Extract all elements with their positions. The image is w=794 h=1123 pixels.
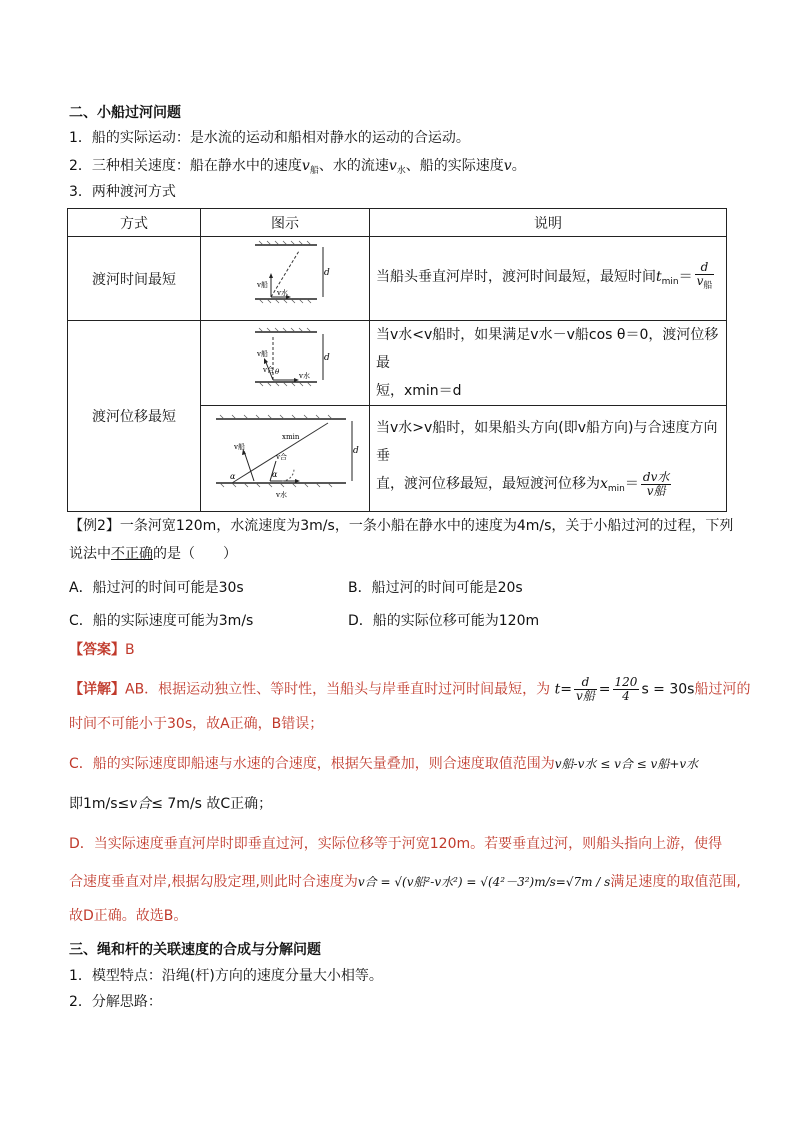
shortest-displacement-diagram-a: [235, 326, 335, 396]
fig3-alpha: α: [230, 471, 236, 481]
fig3-vboat: v船: [234, 442, 245, 451]
detail-p3-line3: 故D正确。故选B。: [69, 908, 188, 924]
section3-item2: 2．分解思路：: [69, 994, 162, 1010]
fig3-d: d: [353, 445, 359, 456]
fig2-d: d: [324, 353, 330, 363]
detail-p2: C．船的实际速度即船速与水速的合速度，根据矢量叠加，则合速度取值范围为v船-v水 ≤ v合 ≤ v船+v水: [69, 756, 699, 772]
row2a-desc: 当v水<v船时，如果满足v水－v船cos θ＝0，渡河位移最 短，xmin＝d: [370, 321, 727, 406]
detail-p3-line1: D．当实际速度垂直河岸时即垂直过河，实际位移等于河宽120m。若要垂直过河，则船头指向上游，使得: [69, 836, 723, 852]
option-b: B．船过河的时间可能是20s: [348, 580, 523, 596]
detail-p1-line2: 时间不可能小于30s，故A正确，B错误；: [69, 716, 324, 732]
table-header-desc: 说明: [370, 209, 727, 237]
fig2-vboat: v船: [257, 350, 268, 358]
fig3-vwater: v水: [276, 490, 287, 499]
option-a: A．船过河的时间可能是30s: [69, 580, 244, 596]
section3-item1: 1．模型特点：沿绳(杆)方向的速度分量大小相等。: [69, 968, 383, 984]
detail-p1: 【详解】AB．根据运动独立性、等时性，当船头与岸垂直时过河时间最短，为 t= $\frac{d}{\text{v船}}$ = $\frac{120}{4}$ s = 30s船过河的: [69, 675, 751, 703]
option-d: D．船的实际位移可能为120m: [348, 613, 540, 629]
table-header-figure: 图示: [201, 209, 370, 237]
row1-desc: 当船头垂直河岸时，渡河时间最短，最短时间$t_{min}=$ $\frac{d}{v_船}$: [370, 237, 727, 321]
fig1-d: d: [324, 267, 330, 278]
section2-item1: 1．船的实际运动：是水流的运动和船相对静水的运动的合运动。: [69, 130, 470, 146]
option-c: C．船的实际速度可能为3m/s: [69, 613, 254, 629]
section3-heading: 三、绳和杆的关联速度的合成与分解问题: [69, 942, 321, 958]
section2-heading: 二、小船过河问题: [69, 105, 181, 121]
example-line2: 说法中不正确的是（ ）: [69, 546, 237, 562]
example-line1: 【例2】一条河宽120m，水流速度为3m/s，一条小船在静水中的速度为4m/s，关于小船过河的过程，下列: [69, 518, 734, 534]
section2-item2: 2．三种相关速度：船在静水中的速度$v_船$、水的流速$v_水$、船的实际速度v。: [69, 158, 526, 176]
fig2-vwater: v水: [299, 372, 310, 380]
fig3-vcombined: v合: [276, 452, 287, 461]
answer: 【答案】B: [69, 642, 135, 658]
section2-item3: 3．两种渡河方式: [69, 184, 176, 200]
fig1-vwater: v水: [277, 288, 288, 297]
crossing-methods-table: [67, 208, 727, 512]
row2a-figure: [201, 321, 370, 406]
shortest-time-diagram: [235, 239, 335, 315]
row2-method: 渡河位移最短: [68, 321, 201, 512]
shortest-displacement-diagram-b: [210, 409, 360, 505]
row2b-figure: [201, 406, 370, 512]
row2b-desc: 当v水>v船时，如果船头方向(即v船方向)与合速度方向垂 直，渡河位移最短，最短渡河位移为$x_{min}=$ $\frac{\text{dv水}}{\text{v船}}$: [370, 406, 727, 512]
fig3-alpha2: α: [272, 469, 278, 479]
fig1-vboat: v船: [257, 280, 268, 289]
fig3-xmin: xmin: [282, 432, 300, 441]
detail-p2-line2: 即1m/s≤v合≤ 7m/s 故C正确；: [69, 796, 273, 812]
row1-method: 渡河时间最短: [68, 237, 201, 321]
fig2-theta: θ: [275, 368, 280, 376]
table-header-method: 方式: [68, 209, 201, 237]
fig2-vcombined: v合: [263, 366, 274, 374]
row1-figure: [201, 237, 370, 321]
detail-p3-line2: 合速度垂直对岸,根据勾股定理,则此时合速度为v合 = √(v船²-v水²) = √(4²－3²)m/s=√7m / s满足速度的取值范围,: [69, 874, 741, 890]
